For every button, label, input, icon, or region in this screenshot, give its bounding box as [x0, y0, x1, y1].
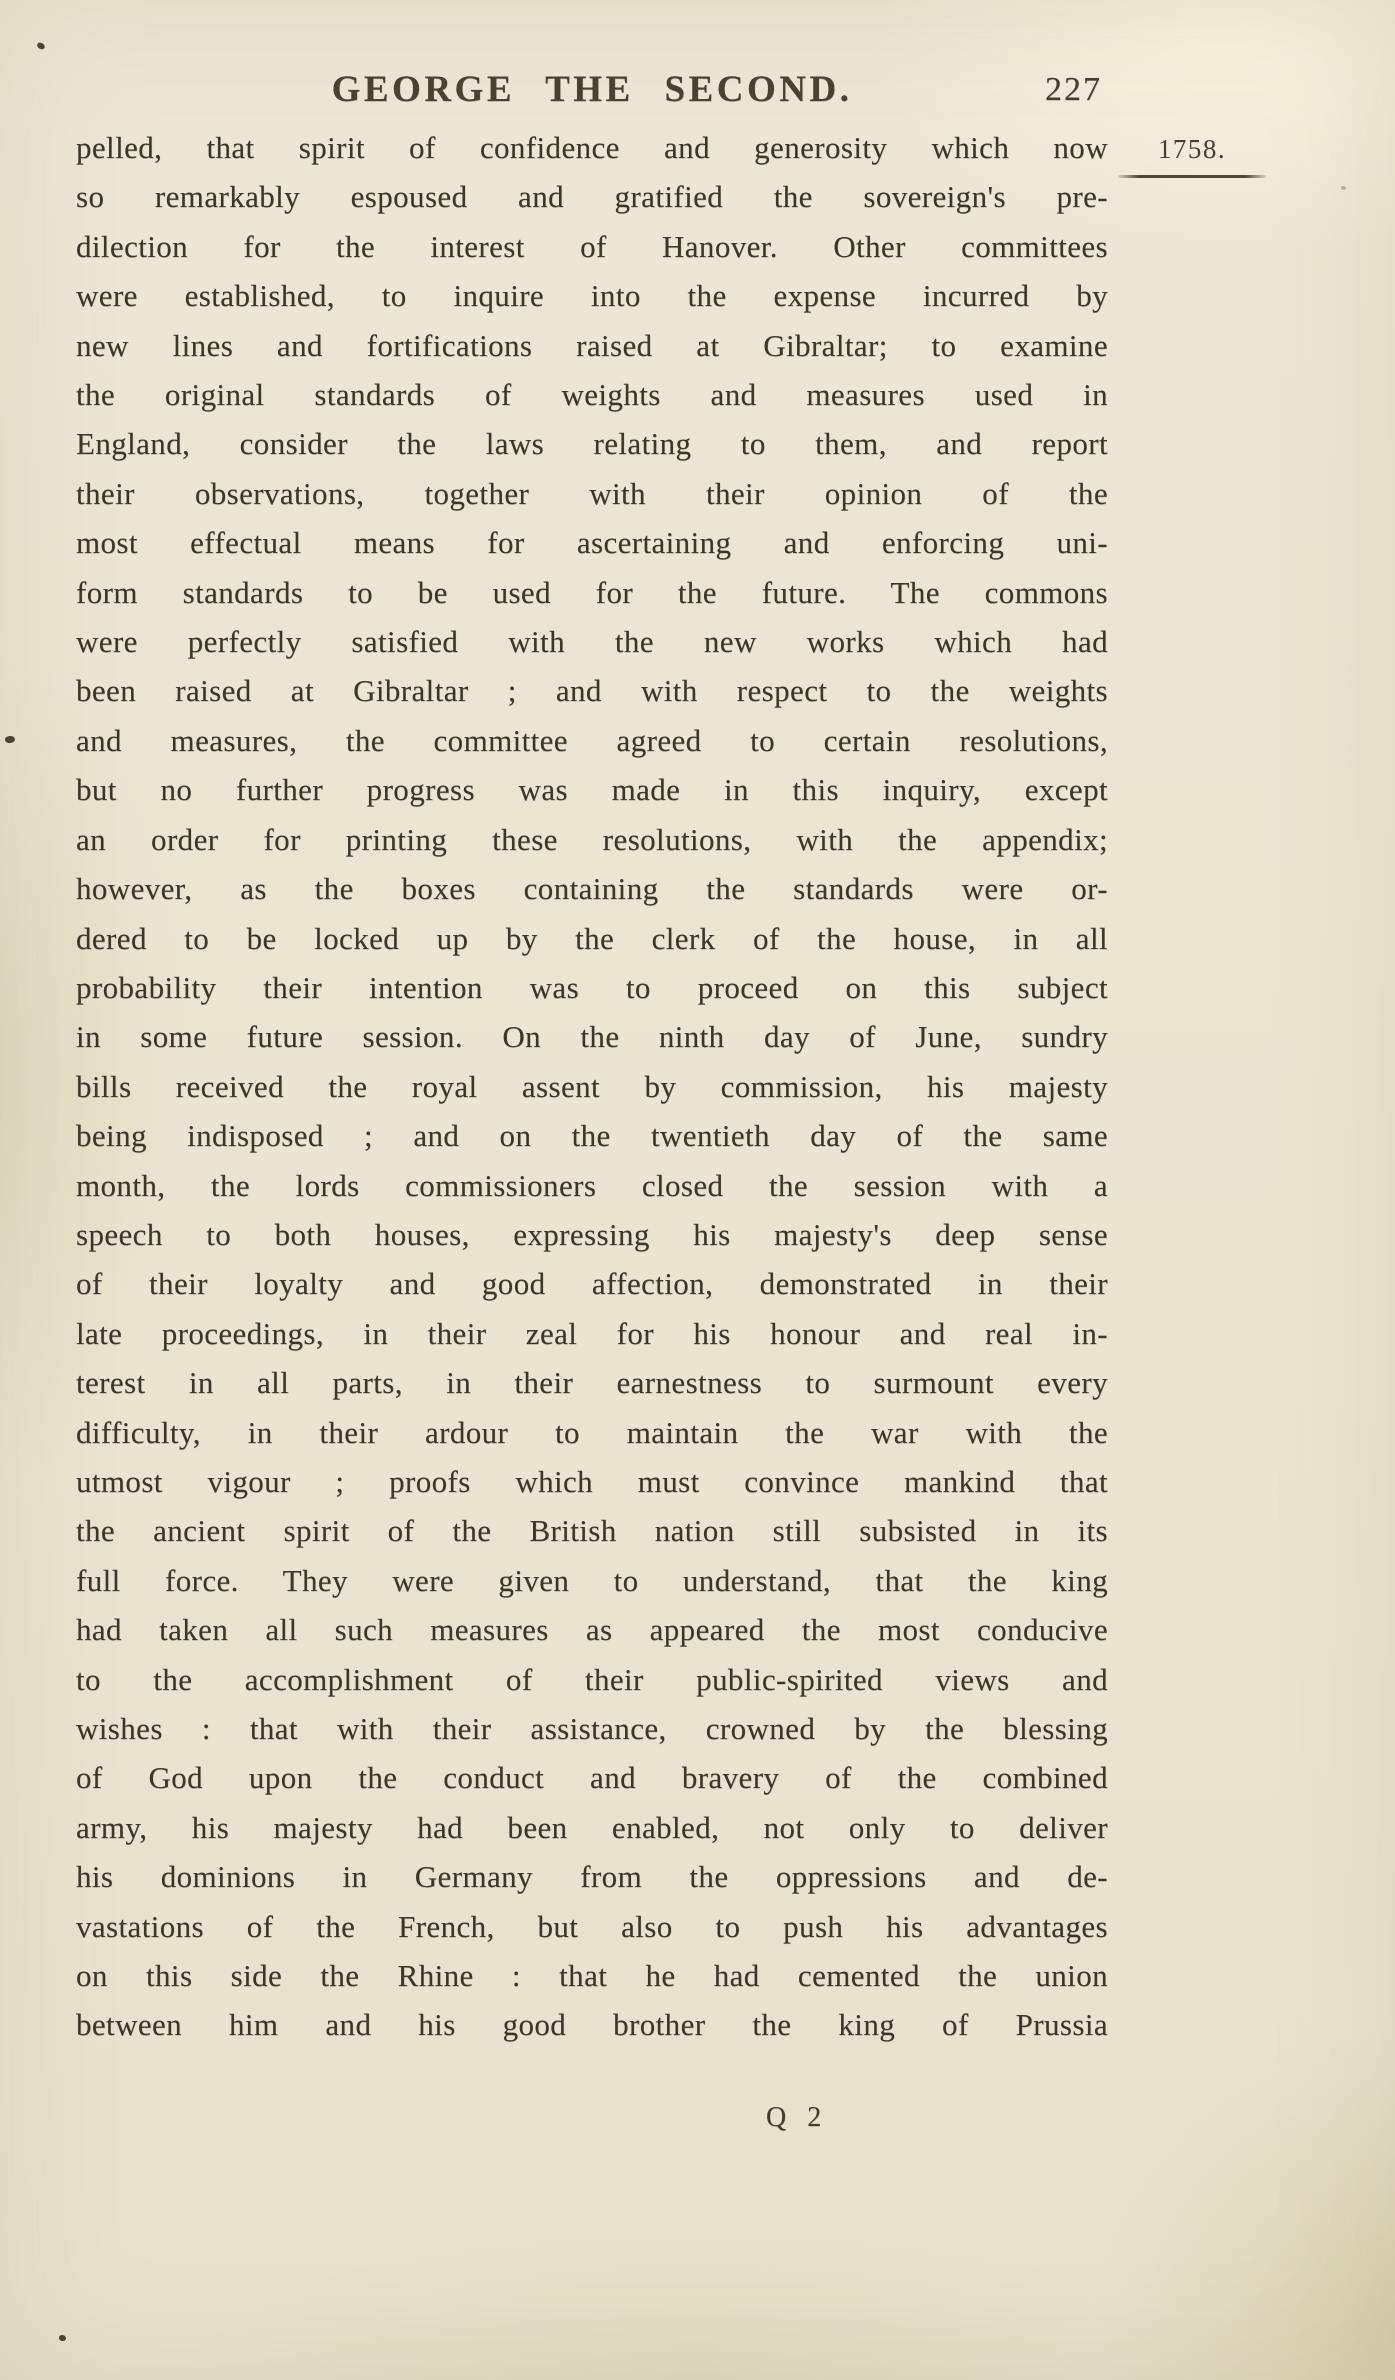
text-line: the original standards of weights and measures used in: [76, 377, 1108, 413]
paper-speck: [4, 735, 15, 744]
text-line: late proceedings, in their zeal for his honour and real in-: [76, 1315, 1108, 1351]
text-line: speech to both houses, expressing his majesty's deep sense: [76, 1216, 1108, 1252]
text-line: of their loyalty and good affection, demonstrated in their: [76, 1266, 1108, 1302]
paper-speck: [36, 42, 46, 51]
text-line: between him and his good brother the king of Prussia: [76, 2007, 1108, 2043]
margin-year: 1758.: [1157, 134, 1227, 164]
text-line: were perfectly satisfied with the new works which had: [76, 624, 1108, 660]
text-line: difficulty, in their ardour to maintain the war with the: [76, 1414, 1108, 1450]
text-line: utmost vigour ; proofs which must convince mankind that: [76, 1463, 1108, 1499]
text-line: his dominions in Germany from the oppressions and de-: [76, 1859, 1108, 1895]
text-line: and measures, the committee agreed to certain resolutions,: [76, 722, 1108, 758]
text-line: so remarkably espoused and gratified the sovereign's pre-: [76, 179, 1108, 215]
text-line: their observations, together with their opinion of the: [76, 475, 1108, 511]
text-line: dered to be locked up by the clerk of the house, in all: [76, 920, 1108, 956]
page-header: [76, 68, 1108, 120]
text-line: pelled, that spirit of confidence and generosity which now: [76, 130, 1108, 165]
text-line: however, as the boxes containing the standards were or-: [76, 871, 1108, 907]
text-line: probability their intention was to proceed on this subject: [76, 969, 1108, 1005]
text-line: to the accomplishment of their public-spirited views and: [76, 1661, 1108, 1697]
text-line: had taken all such measures as appeared the most conducive: [76, 1612, 1108, 1648]
text-line: vastations of the French, but also to push his advantages: [76, 1908, 1108, 1944]
text-line: dilection for the interest of Hanover. Other committees: [76, 228, 1108, 264]
text-line: new lines and fortifications raised at Gibraltar; to examine: [76, 327, 1108, 363]
margin-year-note: [1118, 134, 1266, 178]
text-line: wishes : that with their assistance, crowned by the blessing: [76, 1711, 1108, 1746]
text-line: the ancient spirit of the British nation still subsisted in its: [76, 1513, 1108, 1549]
running-title: GEORGE THE SECOND.: [331, 69, 853, 110]
text-line: were established, to inquire into the expense incurred by: [76, 278, 1108, 314]
text-line: been raised at Gibraltar ; and with respect to the weights: [76, 673, 1108, 709]
text-line: bills received the royal assent by commission, his majesty: [76, 1068, 1108, 1104]
text-line: form standards to be used for the future. The commons: [76, 574, 1108, 610]
text-line: but no further progress was made in this inquiry, except: [76, 772, 1108, 808]
text-line: full force. They were given to understand, that the king: [76, 1562, 1108, 1598]
paper-speck: [59, 2335, 66, 2341]
text-line: being indisposed ; and on the twentieth day of the same: [76, 1118, 1108, 1154]
text-line: most effectual means for ascertaining and enforcing uni-: [76, 525, 1108, 561]
text-line: an order for printing these resolutions, with the appendix;: [76, 821, 1108, 857]
text-line: of God upon the conduct and bravery of the combined: [76, 1760, 1108, 1796]
text-line: on this side the Rhine : that he had cemented the union: [76, 1958, 1108, 1994]
page-number: 227: [1045, 71, 1102, 108]
text-line: in some future session. On the ninth day of June, sundry: [76, 1019, 1108, 1055]
signature-mark: Q 2: [766, 2102, 829, 2133]
text-line: terest in all parts, in their earnestness to surmount every: [76, 1365, 1108, 1401]
text-line: month, the lords commissioners closed the session with a: [76, 1167, 1108, 1203]
body-text: [76, 123, 1108, 2050]
margin-rule: [1118, 175, 1266, 178]
text-line: army, his majesty had been enabled, not only to deliver: [76, 1809, 1108, 1845]
paper-speck: [1341, 186, 1346, 190]
text-line: England, consider the laws relating to them, and report: [76, 426, 1108, 462]
